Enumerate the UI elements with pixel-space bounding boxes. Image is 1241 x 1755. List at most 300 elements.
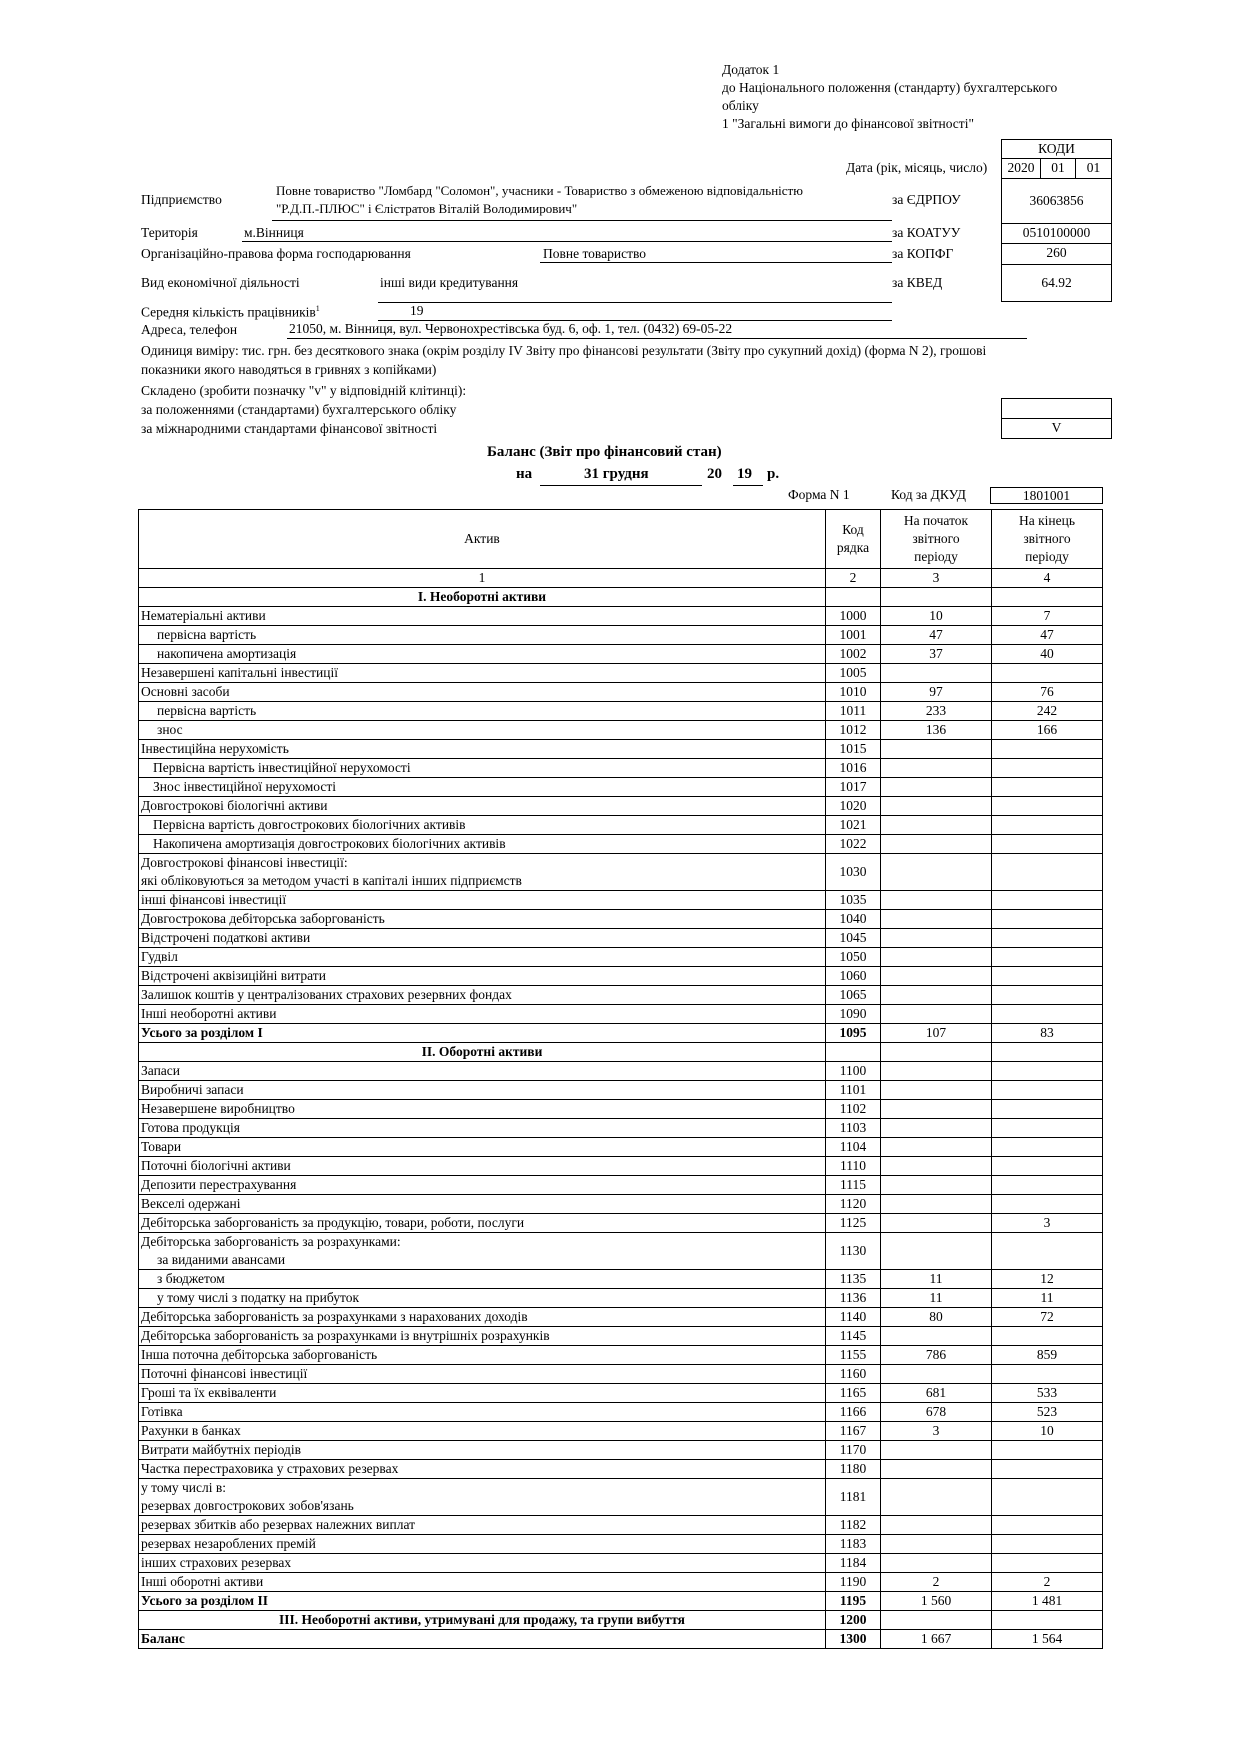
table-row (139, 1327, 1103, 1346)
start-cell: 233 (881, 702, 992, 721)
code-cell: 1136 (826, 1289, 881, 1308)
row-label: накопичена амортизація (139, 645, 826, 664)
row-label: Відстрочені податкові активи (139, 929, 826, 948)
date-month: 01 (1040, 158, 1076, 179)
end-cell: 40 (992, 645, 1103, 664)
start-cell (881, 1119, 992, 1138)
table-row (139, 1441, 1103, 1460)
table-row (139, 1460, 1103, 1479)
code-cell: 1140 (826, 1308, 881, 1327)
code-cell: 1017 (826, 778, 881, 797)
code-cell: 1183 (826, 1535, 881, 1554)
end-cell: 859 (992, 1346, 1103, 1365)
row-label: Інші оборотні активи (139, 1573, 826, 1592)
activity-value: інші види кредитування (380, 275, 519, 290)
end-cell: 47 (992, 626, 1103, 645)
start-cell (881, 1081, 992, 1100)
table-row (139, 1043, 1103, 1062)
code-cell: 1010 (826, 683, 881, 702)
table-row (139, 721, 1103, 740)
section-title: I. Необоротні активи (139, 588, 826, 607)
end-cell: 523 (992, 1403, 1103, 1422)
start-cell: 1 560 (881, 1592, 992, 1611)
row-label: Незавершене виробництво (139, 1100, 826, 1119)
start-cell (881, 816, 992, 835)
table-row (139, 797, 1103, 816)
start-cell (881, 1479, 992, 1516)
code-cell: 1050 (826, 948, 881, 967)
start-cell (881, 854, 992, 891)
table-row (139, 1024, 1103, 1043)
code-cell: 1182 (826, 1516, 881, 1535)
code-cell: 1110 (826, 1157, 881, 1176)
table-row (139, 1233, 1103, 1270)
koatuu-label: за КОАТУУ (892, 225, 961, 240)
code-cell: 1065 (826, 986, 881, 1005)
start-cell (881, 948, 992, 967)
row-label: Готівка (139, 1403, 826, 1422)
header-num-2: 2 (826, 569, 881, 588)
table-row (139, 967, 1103, 986)
start-cell (881, 1233, 992, 1270)
row-label: Незавершені капітальні інвестиції (139, 664, 826, 683)
table-row (139, 588, 1103, 607)
code-cell: 1135 (826, 1270, 881, 1289)
row-label: знос (139, 721, 826, 740)
row-label: резервах незароблених премій (139, 1535, 826, 1554)
row-label: Рахунки в банках (139, 1422, 826, 1441)
start-cell (881, 778, 992, 797)
row-label: Запаси (139, 1062, 826, 1081)
start-cell (881, 1005, 992, 1024)
row-label: Дебіторська заборгованість за продукцію, товари, роботи, послуги (139, 1214, 826, 1233)
end-cell (992, 816, 1103, 835)
code-cell (826, 1043, 881, 1062)
territory-label: Територія (141, 225, 198, 240)
table-row (139, 1479, 1103, 1516)
table-row (139, 607, 1103, 626)
start-cell (881, 1365, 992, 1384)
end-cell (992, 1195, 1103, 1214)
start-cell (881, 1535, 992, 1554)
code-cell: 1016 (826, 759, 881, 778)
start-cell (881, 1157, 992, 1176)
end-cell: 166 (992, 721, 1103, 740)
start-cell (881, 910, 992, 929)
end-cell (992, 1611, 1103, 1630)
title-r: р. (767, 466, 780, 482)
start-cell (881, 1043, 992, 1062)
org-form-label: Організаційно-правова форма господарювання (141, 246, 411, 261)
end-cell (992, 1479, 1103, 1516)
code-cell: 1300 (826, 1630, 881, 1649)
table-row (139, 1176, 1103, 1195)
start-cell (881, 1441, 992, 1460)
end-cell: 2 (992, 1573, 1103, 1592)
code-cell: 1103 (826, 1119, 881, 1138)
header-end: На кінець звітного періоду (992, 510, 1103, 569)
table-row (139, 1005, 1103, 1024)
section-title: II. Оборотні активи (139, 1043, 826, 1062)
row-label: Відстрочені аквізиційні витрати (139, 967, 826, 986)
code-cell: 1000 (826, 607, 881, 626)
activity-label: Вид економічної діяльності (141, 275, 300, 290)
end-cell (992, 797, 1103, 816)
start-cell (881, 588, 992, 607)
row-label: Довгострокові фінансові інвестиції: які обліковуються за методом участі в капіталі інших підприємств (139, 854, 826, 891)
form-label: Форма N 1 (788, 487, 850, 502)
kopfg-code: 260 (1001, 243, 1112, 265)
code-cell: 1165 (826, 1384, 881, 1403)
code-cell: 1120 (826, 1195, 881, 1214)
code-cell: 1170 (826, 1441, 881, 1460)
date-year: 2020 (1001, 158, 1041, 179)
end-cell (992, 588, 1103, 607)
row-label: Готова продукція (139, 1119, 826, 1138)
row-label: резервах збитків або резервах належних виплат (139, 1516, 826, 1535)
row-label: з бюджетом (139, 1270, 826, 1289)
code-cell: 1125 (826, 1214, 881, 1233)
code-cell: 1045 (826, 929, 881, 948)
start-cell: 136 (881, 721, 992, 740)
table-row (139, 1308, 1103, 1327)
table-row (139, 910, 1103, 929)
code-cell: 1181 (826, 1479, 881, 1516)
code-cell: 1021 (826, 816, 881, 835)
code-cell: 1102 (826, 1100, 881, 1119)
start-cell: 10 (881, 607, 992, 626)
row-label: Інвестиційна нерухомість (139, 740, 826, 759)
row-label: Баланс (139, 1630, 826, 1649)
date-label: Дата (рік, місяць, число) (846, 160, 988, 175)
row-label: Векселі одержані (139, 1195, 826, 1214)
code-cell: 1200 (826, 1611, 881, 1630)
table-row (139, 740, 1103, 759)
edrpou-label: за ЄДРПОУ (892, 192, 961, 207)
page-title: Баланс (Звіт про фінансовий стан) (487, 444, 722, 460)
kved-code: 64.92 (1001, 264, 1112, 302)
row-label: інших страхових резервах (139, 1554, 826, 1573)
table-row (139, 929, 1103, 948)
address-label: Адреса, телефон (141, 322, 238, 337)
start-cell (881, 1214, 992, 1233)
row-label: Інша поточна дебіторська заборгованість (139, 1346, 826, 1365)
row-label: Інші необоротні активи (139, 1005, 826, 1024)
table-row (139, 1119, 1103, 1138)
table-row (139, 1081, 1103, 1100)
start-cell (881, 1460, 992, 1479)
end-cell (992, 1441, 1103, 1460)
code-cell: 1184 (826, 1554, 881, 1573)
start-cell: 681 (881, 1384, 992, 1403)
code-cell: 1001 (826, 626, 881, 645)
row-label: Довгострокові біологічні активи (139, 797, 826, 816)
end-cell (992, 1100, 1103, 1119)
row-label: Усього за розділом I (139, 1024, 826, 1043)
end-cell (992, 910, 1103, 929)
start-cell: 1 667 (881, 1630, 992, 1649)
end-cell (992, 1365, 1103, 1384)
table-row (139, 759, 1103, 778)
end-cell (992, 1119, 1103, 1138)
kopfg-label: за КОПФГ (892, 246, 954, 261)
table-row (139, 1346, 1103, 1365)
row-label: Первісна вартість довгострокових біологічних активів (139, 816, 826, 835)
code-cell: 1104 (826, 1138, 881, 1157)
table-row (139, 1422, 1103, 1441)
start-cell: 37 (881, 645, 992, 664)
start-cell: 11 (881, 1270, 992, 1289)
code-cell: 1195 (826, 1592, 881, 1611)
end-cell (992, 740, 1103, 759)
row-label: Основні засоби (139, 683, 826, 702)
row-label: Товари (139, 1138, 826, 1157)
code-cell: 1005 (826, 664, 881, 683)
table-row (139, 664, 1103, 683)
code-cell: 1095 (826, 1024, 881, 1043)
row-label: первісна вартість (139, 702, 826, 721)
header-asset: Актив (139, 510, 826, 569)
title-year: 19 (737, 466, 752, 482)
start-cell (881, 759, 992, 778)
territory-value: м.Вінниця (244, 225, 304, 240)
balance-table (138, 509, 1103, 1649)
standards-checkbox[interactable] (1001, 398, 1112, 419)
end-cell: 242 (992, 702, 1103, 721)
table-row (139, 1195, 1103, 1214)
end-cell (992, 1554, 1103, 1573)
code-cell: 1100 (826, 1062, 881, 1081)
start-cell: 11 (881, 1289, 992, 1308)
end-cell (992, 1176, 1103, 1195)
table-row (139, 891, 1103, 910)
org-form-value: Повне товариство (543, 246, 647, 261)
row-label: Первісна вартість інвестиційної нерухомості (139, 759, 826, 778)
end-cell (992, 1327, 1103, 1346)
code-cell: 1012 (826, 721, 881, 740)
end-cell (992, 1043, 1103, 1062)
start-cell (881, 1100, 992, 1119)
table-row (139, 1403, 1103, 1422)
row-label: у тому числі в: резервах довгострокових зобов'язань (139, 1479, 826, 1516)
start-cell (881, 1327, 992, 1346)
end-cell: 1 564 (992, 1630, 1103, 1649)
row-label: Дебіторська заборгованість за розрахунками із внутрішніх розрахунків (139, 1327, 826, 1346)
table-row (139, 1100, 1103, 1119)
code-cell (826, 588, 881, 607)
end-cell (992, 1005, 1103, 1024)
row-label: Нематеріальні активи (139, 607, 826, 626)
code-cell: 1020 (826, 797, 881, 816)
start-cell: 97 (881, 683, 992, 702)
code-cell: 1040 (826, 910, 881, 929)
code-cell: 1160 (826, 1365, 881, 1384)
end-cell: 3 (992, 1214, 1103, 1233)
code-cell: 1101 (826, 1081, 881, 1100)
appendix-line3: обліку (722, 98, 759, 113)
end-cell: 76 (992, 683, 1103, 702)
end-cell (992, 986, 1103, 1005)
start-cell: 786 (881, 1346, 992, 1365)
end-cell: 7 (992, 607, 1103, 626)
table-row (139, 816, 1103, 835)
start-cell (881, 986, 992, 1005)
edrpou-code: 36063856 (1001, 178, 1112, 224)
table-row (139, 626, 1103, 645)
koatuu-code: 0510100000 (1001, 223, 1112, 244)
start-cell (881, 797, 992, 816)
end-cell (992, 967, 1103, 986)
start-cell (881, 1062, 992, 1081)
start-cell (881, 664, 992, 683)
table-row (139, 835, 1103, 854)
title-date: 31 грудня (584, 466, 649, 482)
table-row (139, 1516, 1103, 1535)
table-row (139, 1270, 1103, 1289)
code-cell: 1115 (826, 1176, 881, 1195)
table-row (139, 1365, 1103, 1384)
start-cell (881, 1611, 992, 1630)
kved-label: за КВЕД (892, 275, 943, 290)
row-label: Депозити перестрахування (139, 1176, 826, 1195)
row-label: Витрати майбутніх періодів (139, 1441, 826, 1460)
table-row (139, 778, 1103, 797)
table-row (139, 645, 1103, 664)
end-cell (992, 1516, 1103, 1535)
compiled-label: Складено (зробити позначку "v" у відповідній клітинці): (141, 383, 467, 398)
section-title: III. Необоротні активи, утримувані для продажу, та групи вибуття (139, 1611, 826, 1630)
table-row (139, 1138, 1103, 1157)
table-row (139, 948, 1103, 967)
header-code: Код рядка (826, 510, 881, 569)
code-cell: 1180 (826, 1460, 881, 1479)
start-cell: 80 (881, 1308, 992, 1327)
header-num-4: 4 (992, 569, 1103, 588)
end-cell (992, 1138, 1103, 1157)
header-num-3: 3 (881, 569, 992, 588)
end-cell: 11 (992, 1289, 1103, 1308)
header-num-1: 1 (139, 569, 826, 588)
dkud-code: 1801001 (990, 487, 1103, 504)
start-cell (881, 1176, 992, 1195)
end-cell: 1 481 (992, 1592, 1103, 1611)
end-cell (992, 835, 1103, 854)
table-row (139, 1611, 1103, 1630)
employees-label: Середня кількість працівників$^1$ (141, 304, 320, 320)
start-cell: 2 (881, 1573, 992, 1592)
enterprise-value-2: "Р.Д.П.-ПЛЮС" і Єлістратов Віталій Володимирович" (276, 201, 578, 216)
start-cell (881, 1195, 992, 1214)
code-cell: 1035 (826, 891, 881, 910)
code-cell: 1167 (826, 1422, 881, 1441)
row-label: Виробничі запаси (139, 1081, 826, 1100)
start-cell: 3 (881, 1422, 992, 1441)
end-cell (992, 1460, 1103, 1479)
row-label: Дебіторська заборгованість за розрахунками з нарахованих доходів (139, 1308, 826, 1327)
table-row (139, 986, 1103, 1005)
start-cell (881, 740, 992, 759)
ifrs-checkbox[interactable]: V (1001, 418, 1112, 439)
appendix-line1: Додаток 1 (722, 62, 780, 77)
title-20: 20 (707, 466, 722, 482)
end-cell: 12 (992, 1270, 1103, 1289)
compiled-standards: за положеннями (стандартами) бухгалтерського обліку (141, 402, 457, 417)
dkud-label: Код за ДКУД (891, 487, 966, 502)
end-cell: 83 (992, 1024, 1103, 1043)
code-cell: 1060 (826, 967, 881, 986)
end-cell (992, 759, 1103, 778)
row-label: Поточні біологічні активи (139, 1157, 826, 1176)
code-cell: 1130 (826, 1233, 881, 1270)
code-cell: 1011 (826, 702, 881, 721)
title-na: на (516, 466, 533, 482)
table-row (139, 702, 1103, 721)
start-cell (881, 967, 992, 986)
end-cell (992, 1233, 1103, 1270)
appendix-line2: до Національного положення (стандарту) бухгалтерського (722, 80, 1058, 95)
end-cell (992, 1062, 1103, 1081)
code-cell: 1190 (826, 1573, 881, 1592)
code-cell: 1166 (826, 1403, 881, 1422)
start-cell (881, 835, 992, 854)
end-cell (992, 891, 1103, 910)
row-label: первісна вартість (139, 626, 826, 645)
row-label: інші фінансові інвестиції (139, 891, 826, 910)
table-row (139, 1535, 1103, 1554)
end-cell: 533 (992, 1384, 1103, 1403)
row-label: Гудвіл (139, 948, 826, 967)
start-cell (881, 1516, 992, 1535)
table-row (139, 1630, 1103, 1649)
code-cell: 1145 (826, 1327, 881, 1346)
start-cell (881, 891, 992, 910)
units-line1: Одиниця виміру: тис. грн. без десяткового знака (окрім розділу IV Звіту про фінансові результати (Звіту про сукупний дохід) (форма N 2), грошові (141, 343, 987, 358)
code-cell: 1015 (826, 740, 881, 759)
code-cell: 1002 (826, 645, 881, 664)
row-label: Усього за розділом II (139, 1592, 826, 1611)
table-row (139, 1214, 1103, 1233)
code-cell: 1022 (826, 835, 881, 854)
table-row (139, 854, 1103, 891)
end-cell (992, 1081, 1103, 1100)
row-label: Частка перестраховика у страхових резервах (139, 1460, 826, 1479)
employees-value: 19 (410, 303, 424, 318)
end-cell (992, 1157, 1103, 1176)
code-cell: 1090 (826, 1005, 881, 1024)
start-cell (881, 1138, 992, 1157)
row-label: Довгострокова дебіторська заборгованість (139, 910, 826, 929)
end-cell (992, 929, 1103, 948)
row-label: Гроші та їх еквіваленти (139, 1384, 826, 1403)
end-cell: 10 (992, 1422, 1103, 1441)
units-line2: показники якого наводяться в гривнях з копійками) (141, 362, 437, 377)
code-cell: 1030 (826, 854, 881, 891)
end-cell (992, 1535, 1103, 1554)
start-cell: 107 (881, 1024, 992, 1043)
enterprise-label: Підприємство (141, 192, 222, 207)
enterprise-value-1: Повне товариство "Ломбард "Соломон", учасники - Товариство з обмеженою відповідальністю (276, 183, 803, 198)
table-row (139, 1157, 1103, 1176)
end-cell (992, 778, 1103, 797)
table-row (139, 1592, 1103, 1611)
row-label: Поточні фінансові інвестиції (139, 1365, 826, 1384)
address-value: 21050, м. Вінниця, вул. Червонохрестівська буд. 6, оф. 1, тел. (0432) 69-05-22 (289, 321, 733, 336)
code-cell: 1155 (826, 1346, 881, 1365)
row-label: Залишок коштів у централізованих страхових резервних фондах (139, 986, 826, 1005)
end-cell (992, 664, 1103, 683)
start-cell: 678 (881, 1403, 992, 1422)
row-label: у тому числі з податку на прибуток (139, 1289, 826, 1308)
